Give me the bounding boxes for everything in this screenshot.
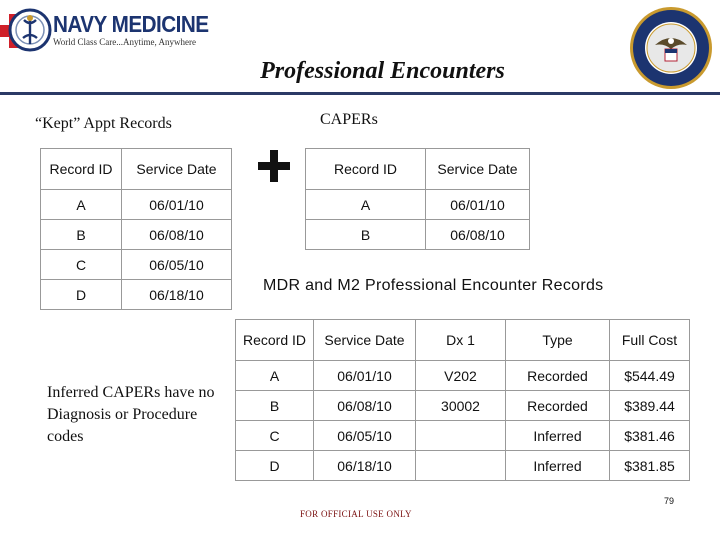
record-type: Recorded bbox=[506, 391, 610, 421]
column-header: Service Date bbox=[314, 320, 416, 361]
page-title: Professional Encounters bbox=[260, 58, 505, 84]
capers-table bbox=[305, 148, 530, 250]
logo-title: NAVY MEDICINE bbox=[53, 11, 209, 37]
table-row bbox=[41, 280, 232, 310]
column-header: Record ID bbox=[236, 320, 314, 361]
table-header-row bbox=[41, 149, 232, 190]
full-cost: $544.49 bbox=[610, 361, 690, 391]
kept-table bbox=[40, 148, 232, 310]
record-type: Recorded bbox=[506, 361, 610, 391]
column-header: Service Date bbox=[122, 149, 232, 190]
service-date: 06/01/10 bbox=[426, 190, 530, 220]
record-id: A bbox=[236, 361, 314, 391]
table-row bbox=[236, 391, 690, 421]
record-id: B bbox=[236, 391, 314, 421]
footer-classification: FOR OFFICIAL USE ONLY bbox=[300, 509, 412, 519]
record-id: C bbox=[41, 250, 122, 280]
dx-code bbox=[416, 451, 506, 481]
record-id: D bbox=[41, 280, 122, 310]
service-date: 06/08/10 bbox=[426, 220, 530, 250]
record-id: C bbox=[236, 421, 314, 451]
inferred-note: Inferred CAPERs have no Diagnosis or Procedure codes bbox=[47, 384, 215, 445]
service-date: 06/05/10 bbox=[122, 250, 232, 280]
service-date: 06/08/10 bbox=[122, 220, 232, 250]
service-date: 06/01/10 bbox=[122, 190, 232, 220]
service-date: 06/08/10 bbox=[314, 391, 416, 421]
capers-label: CAPERs bbox=[320, 111, 378, 128]
service-date: 06/18/10 bbox=[122, 280, 232, 310]
column-header: Record ID bbox=[306, 149, 426, 190]
full-cost: $389.44 bbox=[610, 391, 690, 421]
table-row bbox=[41, 220, 232, 250]
kept-label: “Kept” Appt Records bbox=[35, 115, 172, 132]
plus-icon bbox=[258, 150, 290, 182]
record-id: D bbox=[236, 451, 314, 481]
full-cost: $381.46 bbox=[610, 421, 690, 451]
table-header-row bbox=[306, 149, 530, 190]
dx-code: V202 bbox=[416, 361, 506, 391]
table-row bbox=[306, 220, 530, 250]
column-header: Full Cost bbox=[610, 320, 690, 361]
navy-medicine-emblem-icon bbox=[8, 8, 52, 52]
service-date: 06/05/10 bbox=[314, 421, 416, 451]
table-row bbox=[41, 190, 232, 220]
column-header: Type bbox=[506, 320, 610, 361]
table-header-row bbox=[236, 320, 690, 361]
record-type: Inferred bbox=[506, 421, 610, 451]
mdr-table bbox=[235, 319, 690, 481]
table-row bbox=[306, 190, 530, 220]
dx-code: 30002 bbox=[416, 391, 506, 421]
title-divider bbox=[0, 92, 720, 95]
table-row bbox=[236, 451, 690, 481]
full-cost: $381.85 bbox=[610, 451, 690, 481]
record-id: B bbox=[41, 220, 122, 250]
dx-code bbox=[416, 421, 506, 451]
table-row bbox=[41, 250, 232, 280]
table-row bbox=[236, 361, 690, 391]
logo-tagline: World Class Care...Anytime, Anywhere bbox=[53, 37, 196, 47]
column-header: Service Date bbox=[426, 149, 530, 190]
column-header: Record ID bbox=[41, 149, 122, 190]
record-id: B bbox=[306, 220, 426, 250]
service-date: 06/18/10 bbox=[314, 451, 416, 481]
record-id: A bbox=[41, 190, 122, 220]
record-id: A bbox=[306, 190, 426, 220]
page-number: 79 bbox=[664, 496, 675, 506]
column-header: Dx 1 bbox=[416, 320, 506, 361]
service-date: 06/01/10 bbox=[314, 361, 416, 391]
mdr-label: MDR and M2 Professional Encounter Records bbox=[263, 277, 604, 294]
record-type: Inferred bbox=[506, 451, 610, 481]
table-row bbox=[236, 421, 690, 451]
